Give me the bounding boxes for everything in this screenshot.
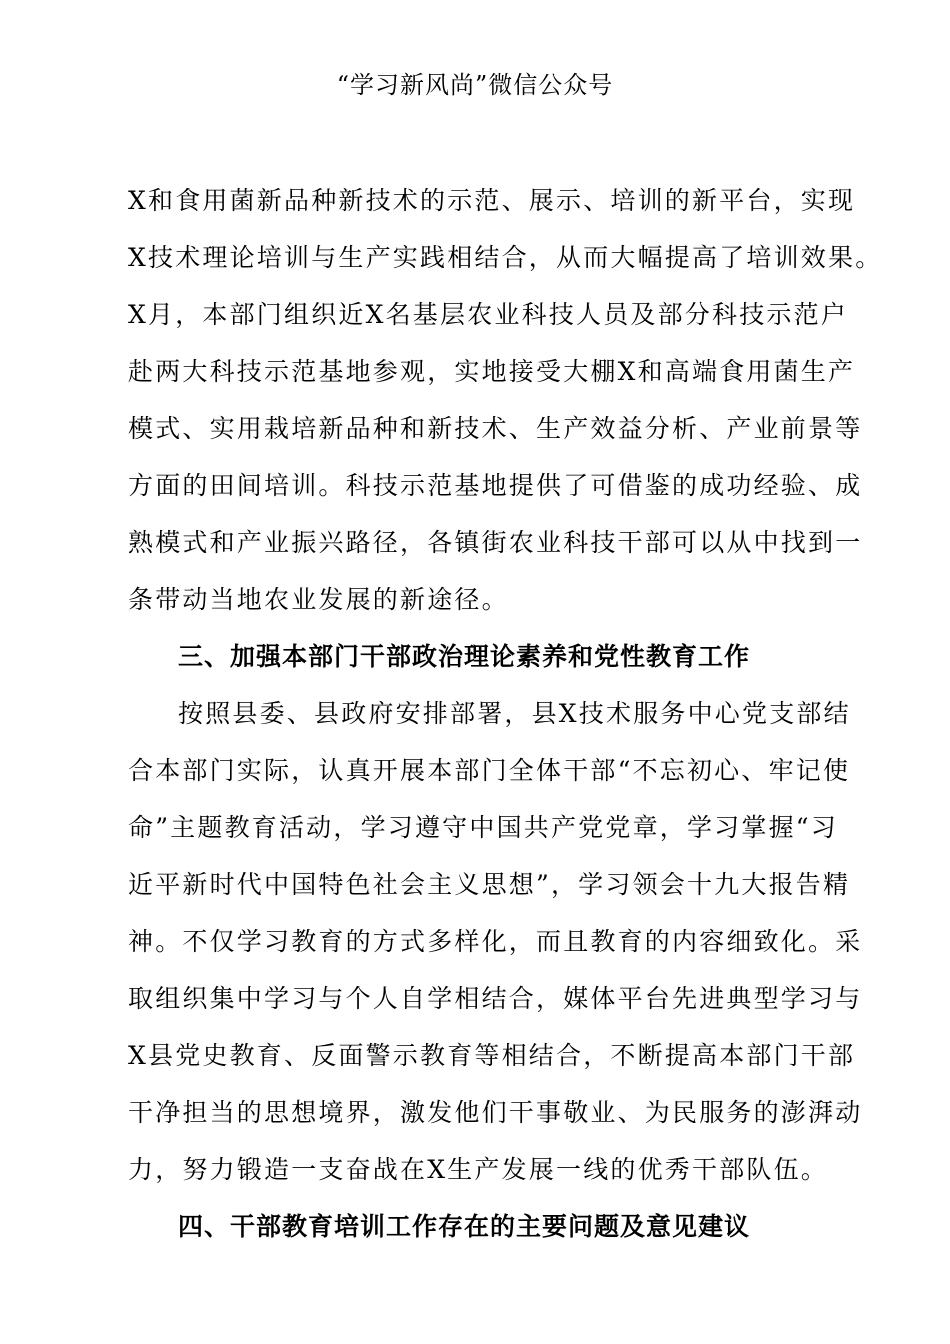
text-line: 神。不仅学习教育的方式多样化，而且教育的内容细致化。采 xyxy=(128,927,863,956)
text-line: 方面的田间培训。科技示范基地提供了可借鉴的成功经验、成 xyxy=(128,471,863,500)
page-header: “学习新风尚”微信公众号 xyxy=(336,71,614,99)
section-3 xyxy=(128,628,863,1198)
document-body xyxy=(128,172,883,1255)
text-line: 力，努力锻造一支奋战在X生产发展一线的优秀干部队伍。 xyxy=(128,1155,829,1184)
text-line: 模式、实用栽培新品种和新技术、生产效益分析、产业前景等 xyxy=(128,414,863,443)
text-line: 熟模式和产业振兴路径，各镇街农业科技干部可以从中找到一 xyxy=(128,528,863,557)
section-4 xyxy=(128,1198,828,1255)
text-line: 干净担当的思想境界，激发他们干事敬业、为民服务的澎湃动 xyxy=(128,1098,863,1127)
paragraph-1 xyxy=(128,172,883,628)
text-line: 近平新时代中国特色社会主义思想”，学习领会十九大报告精 xyxy=(128,870,851,899)
section-heading: 三、加强本部门干部政治理论素养和党性教育工作 xyxy=(178,642,751,671)
text-line: X技术理论培训与生产实践相结合，从而大幅提高了培训效果。 xyxy=(128,243,883,272)
text-line: X县党史教育、反面警示教育等相结合，不断提高本部门干部 xyxy=(128,1041,856,1070)
text-line: 条带动当地农业发展的新途径。 xyxy=(128,585,509,614)
text-line: 赴两大科技示范基地参观，实地接受大棚X和高端食用菌生产 xyxy=(128,357,856,386)
text-line: 命”主题教育活动，学习遵守中国共产党党章，学习掌握“习 xyxy=(128,813,838,842)
text-line: X月，本部门组织近X名基层农业科技人员及部分科技示范户 xyxy=(128,300,848,329)
text-line: 按照县委、县政府安排部署，县X技术服务中心党支部结 xyxy=(178,699,851,728)
section-heading: 四、干部教育培训工作存在的主要问题及意见建议 xyxy=(178,1212,751,1241)
text-line: 合本部门实际，认真开展本部门全体干部“不忘初心、牢记使 xyxy=(128,756,851,785)
text-line: X和食用菌新品种新技术的示范、展示、培训的新平台，实现 xyxy=(128,186,856,215)
text-line: 取组织集中学习与个人自学相结合，媒体平台先进典型学习与 xyxy=(128,984,863,1013)
